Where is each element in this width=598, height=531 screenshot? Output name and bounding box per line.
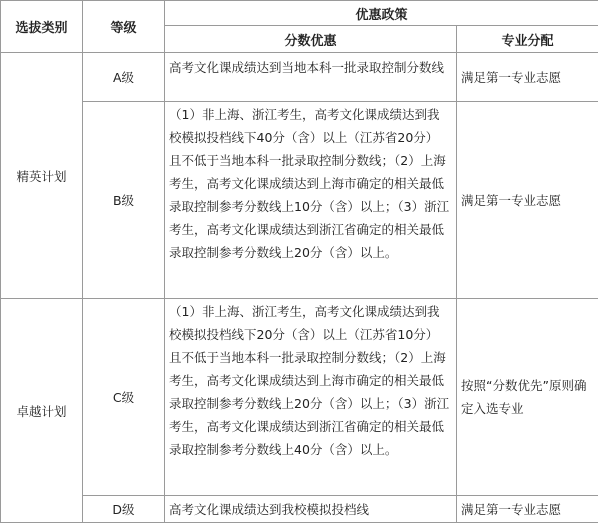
header-row xyxy=(1,1,598,26)
header-policy: 优惠政策 xyxy=(165,1,598,26)
level-label: D级 xyxy=(83,496,165,523)
level-label: A级 xyxy=(83,53,165,102)
table-row xyxy=(1,496,598,523)
score-benefit-text: 高考文化课成绩达到当地本科一批录取控制分数线 xyxy=(165,53,457,102)
score-benefit-text: （1）非上海、浙江考生，高考文化课成绩达到我校模拟投档线下20分（含）以上（江苏省10分）且不低于当地本科一批录取控制分数线；（2）上海考生，高考文化课成绩达到上海市确定的相关最低录取控制参考分数线上20分（含）以上；（3）浙江考生，高考文化课成绩达到浙江省确定的相关最低录取控制参考分数线上40分（含）以上。 xyxy=(165,299,457,496)
header-score-benefit: 分数优惠 xyxy=(165,26,457,53)
program-name-elite: 精英计划 xyxy=(1,53,83,299)
program-name-excellence: 卓越计划 xyxy=(1,299,83,523)
major-assignment-text: 按照“分数优先”原则确定入选专业 xyxy=(457,299,598,496)
level-label: C级 xyxy=(83,299,165,496)
major-assignment-text: 满足第一专业志愿 xyxy=(457,102,598,299)
table-row xyxy=(1,53,598,102)
header-category: 选拔类别 xyxy=(1,1,83,53)
major-assignment-text: 满足第一专业志愿 xyxy=(457,53,598,102)
score-benefit-text: 高考文化课成绩达到我校模拟投档线 xyxy=(165,496,457,523)
table-row xyxy=(1,299,598,496)
header-level: 等级 xyxy=(83,1,165,53)
header-major-assignment: 专业分配 xyxy=(457,26,598,53)
major-assignment-text: 满足第一专业志愿 xyxy=(457,496,598,523)
score-benefit-text: （1）非上海、浙江考生，高考文化课成绩达到我校模拟投档线下40分（含）以上（江苏省20分）且不低于当地本科一批录取控制分数线；（2）上海考生，高考文化课成绩达到上海市确定的相关最低录取控制参考分数线上10分（含）以上；（3）浙江考生，高考文化课成绩达到浙江省确定的相关最低录取控制参考分数线上20分（含）以上。 xyxy=(165,102,457,299)
level-label: B级 xyxy=(83,102,165,299)
table-row xyxy=(1,102,598,299)
